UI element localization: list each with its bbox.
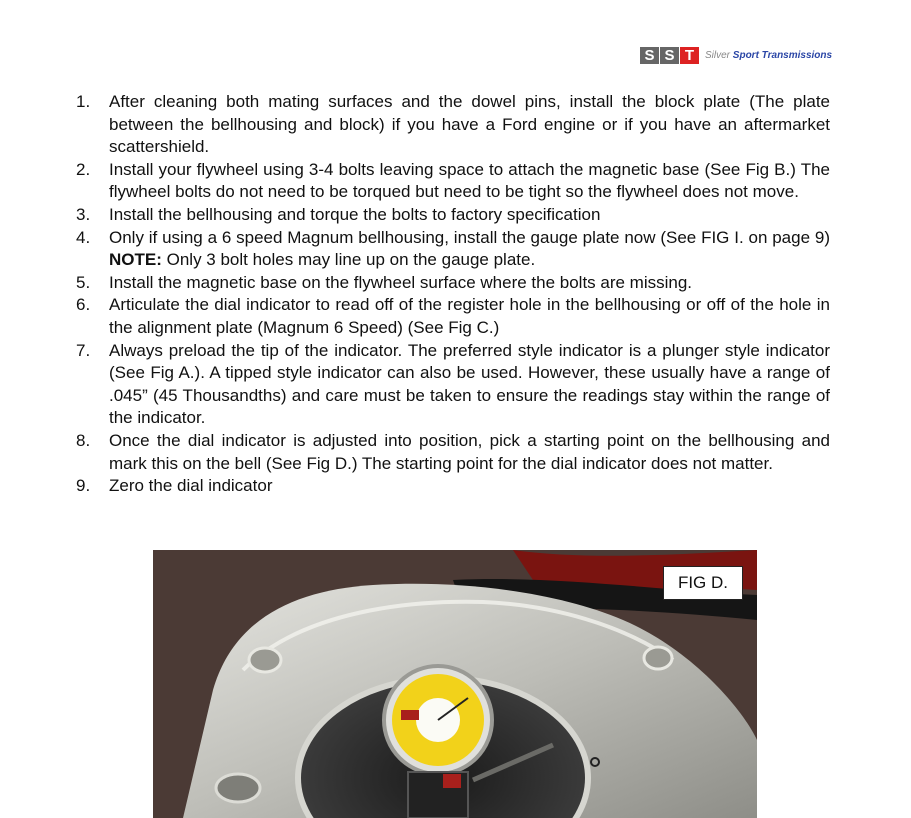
step-text: Install the magnetic base on the flywheel surface where the bolts are missing.: [109, 272, 693, 292]
list-item: [76, 430, 830, 475]
instruction-list: [76, 91, 830, 498]
bolt-boss-lower-left: [216, 774, 260, 802]
list-item: [76, 159, 830, 204]
logo-letter: S: [640, 47, 659, 64]
brand-name-plain: Silver: [705, 49, 731, 61]
step-number: 5.: [76, 272, 91, 292]
logo-letter: T: [680, 47, 699, 64]
list-item: [76, 294, 830, 339]
step-text: Install your flywheel using 3-4 bolts leaving space to attach the magnetic base (See Fig B.) The flywheel bolts do not need to be torqued but need to be tight so the flywheel does not move.: [109, 159, 830, 202]
list-item: [76, 272, 830, 295]
step-number: 6.: [76, 295, 91, 315]
brand-header: [640, 45, 832, 65]
step-text: Install the bellhousing and torque the bolts to factory specification: [109, 204, 601, 224]
step-text: After cleaning both mating surfaces and the dowel pins, install the block plate (The plate between the bellhousing and block) if you have a Ford engine or if you have an aftermarket scattershield.: [109, 92, 830, 157]
brand-name: [705, 50, 832, 61]
step-text: Always preload the tip of the indicator. The preferred style indicator is a plunger style indicator (See Fig A.). A tipped style indicator can also be used. However, these usually have a range of .045” (45 Thousandths) and care must be taken to ensure the readings stay within the range of the indicator.: [109, 340, 830, 428]
step-number: 4.: [76, 227, 91, 247]
step-number: 9.: [76, 476, 91, 496]
step-number: 2.: [76, 159, 91, 179]
list-item: [76, 91, 830, 159]
step-number: 3.: [76, 204, 91, 224]
figure-label: FIG D.: [663, 566, 743, 600]
step-number: 8.: [76, 430, 91, 450]
red-block: [443, 774, 461, 788]
brand-name-bold: Sport Transmissions: [732, 49, 833, 61]
list-item: [76, 227, 830, 272]
bolt-boss-right: [644, 647, 672, 669]
step-text-part: Only 3 bolt holes may line up on the gauge plate.: [161, 250, 536, 270]
list-item: [76, 475, 830, 498]
note-label: NOTE:: [109, 250, 162, 270]
list-item: [76, 340, 830, 430]
dial-red-mark: [401, 710, 419, 720]
step-text: Once the dial indicator is adjusted into position, pick a starting point on the bellhousing and mark this on the bell (See Fig D.) The starting point for the dial indicator does not matter.: [109, 430, 830, 473]
sst-logo: [640, 47, 699, 64]
bolt-boss-left: [249, 648, 281, 672]
step-number: 1.: [76, 92, 91, 111]
step-text: Articulate the dial indicator to read off of the register hole in the bellhousing or off of the hole in the alignment plate (Magnum 6 Speed) (See Fig C.): [109, 295, 830, 337]
step-text-part: Only if using a 6 speed Magnum bellhousing, install the gauge plate now (See FIG I. on page 9): [109, 227, 830, 247]
logo-letter: S: [660, 47, 679, 64]
list-item: [76, 204, 830, 227]
fig-d-photo: [153, 550, 757, 818]
step-text: Zero the dial indicator: [109, 476, 273, 496]
step-number: 7.: [76, 340, 91, 360]
step-text: [109, 227, 830, 272]
